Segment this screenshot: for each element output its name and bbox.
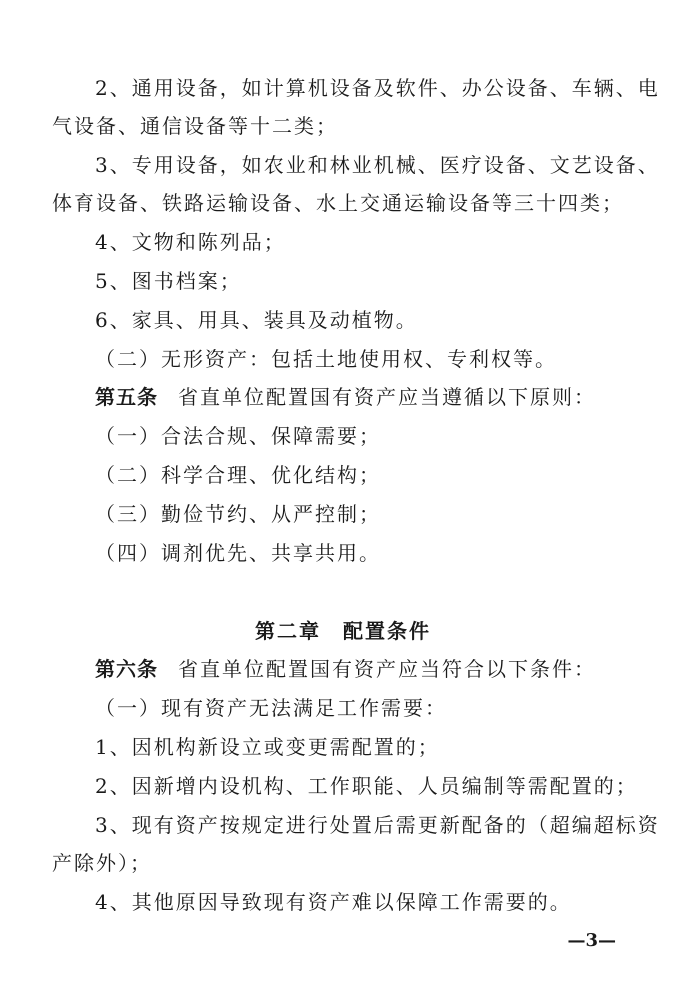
article-text: 省直单位配置国有资产应当符合以下条件： (178, 657, 596, 681)
paragraph-line: 2、通用设备，如计算机设备及软件、办公设备、车辆、电 (95, 76, 660, 100)
paragraph-line: （一）现有资产无法满足工作需要： (95, 696, 447, 720)
article-label: 第五条 (95, 385, 158, 409)
paragraph-line: 1、因机构新设立或变更需配置的； (95, 735, 440, 759)
article-text: 省直单位配置国有资产应当遵循以下原则： (178, 385, 596, 409)
paragraph-line: 4、文物和陈列品； (95, 230, 286, 254)
paragraph-line: 2、因新增内设机构、工作职能、人员编制等需配置的； (95, 774, 638, 798)
paragraph-line: （四）调剂优先、共享共用。 (95, 541, 381, 565)
page-number: —3— (567, 930, 616, 951)
paragraph-line: 3、现有资产按规定进行处置后需更新配备的（超编超标资 (95, 813, 660, 837)
article-label: 第六条 (95, 657, 158, 681)
paragraph-line: 产除外）； (52, 851, 152, 875)
paragraph-line: （二）科学合理、优化结构； (95, 463, 381, 487)
article-5 (95, 384, 596, 410)
paragraph-line: 3、专用设备，如农业和林业机械、医疗设备、文艺设备、 (95, 153, 660, 177)
paragraph-line: 体育设备、铁路运输设备、水上交通运输设备等三十四类； (52, 191, 624, 215)
paragraph-line: （二）无形资产：包括土地使用权、专利权等。 (95, 347, 557, 371)
paragraph-line: 5、图书档案； (95, 269, 242, 293)
paragraph-line: 6、家具、用具、装具及动植物。 (95, 308, 418, 332)
paragraph-line: （一）合法合规、保障需要； (95, 424, 381, 448)
paragraph-line: （三）勤俭节约、从严控制； (95, 502, 381, 526)
paragraph-line: 4、其他原因导致现有资产难以保障工作需要的。 (95, 890, 572, 914)
paragraph-line: 气设备、通信设备等十二类； (52, 114, 338, 138)
chapter-title: 第二章 配置条件 (255, 619, 431, 643)
article-6 (95, 656, 596, 682)
